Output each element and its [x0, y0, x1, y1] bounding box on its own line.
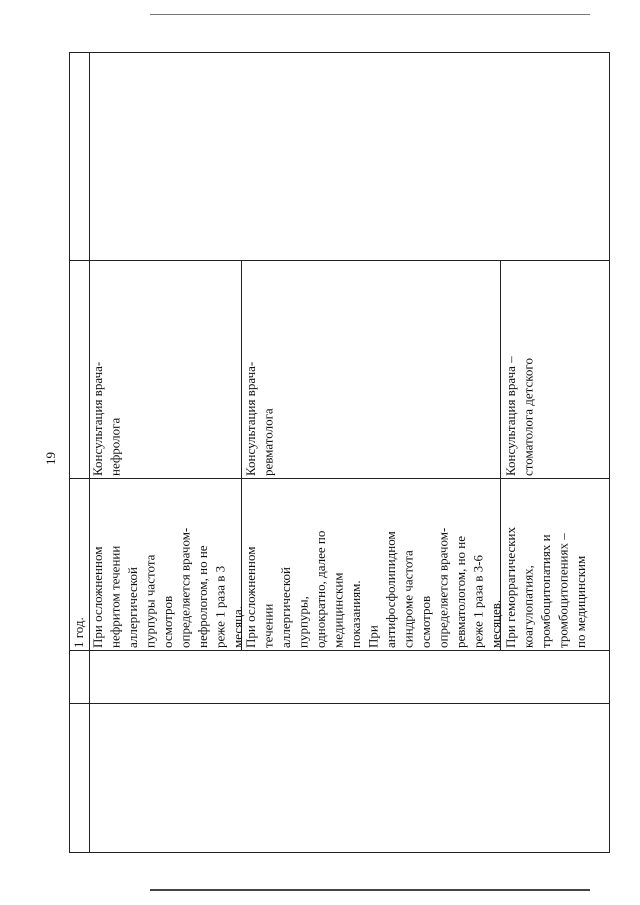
table-column-border	[69, 703, 610, 704]
table-column-border	[69, 650, 610, 651]
table-cell-nephrologist: Консультация врача- нефролога	[90, 361, 123, 476]
table-column-border	[69, 478, 610, 479]
scan-edge-bottom	[150, 889, 590, 891]
table-cell-rheumatology-frequency: При осложненном течении аллергической пурпуры, однократно, далее по медицинским показаниям. При антифосфолипидном синдроме частота осмотров определяется врачом- ревматологом, но не реже 1 раза в 3-6 месяцев.	[243, 527, 503, 648]
table-cell-coagulopathy-frequency: При геморрагических коагулопатиях, тромбоцитопатиях и тромбоцитопениях – по медицинским	[503, 527, 588, 648]
table-column-border	[69, 260, 610, 261]
table-cell-year: 1 год.	[71, 617, 86, 648]
table-cell-dentist: Консультация врача – стоматолога детского	[503, 356, 536, 476]
empty-table-area	[89, 52, 610, 260]
table-cell-nephritis-frequency: При осложненном нефритом течении аллергической пурпуры частота осмотров определяется врачом- нефрологом, но не реже 1 раза в 3 месяца.	[90, 527, 245, 648]
scan-edge-top	[150, 14, 590, 15]
page-number: 19	[43, 452, 58, 465]
table-row-border	[500, 260, 501, 650]
table-cell-rheumatologist: Консультация врача- ревматолога	[243, 361, 276, 476]
